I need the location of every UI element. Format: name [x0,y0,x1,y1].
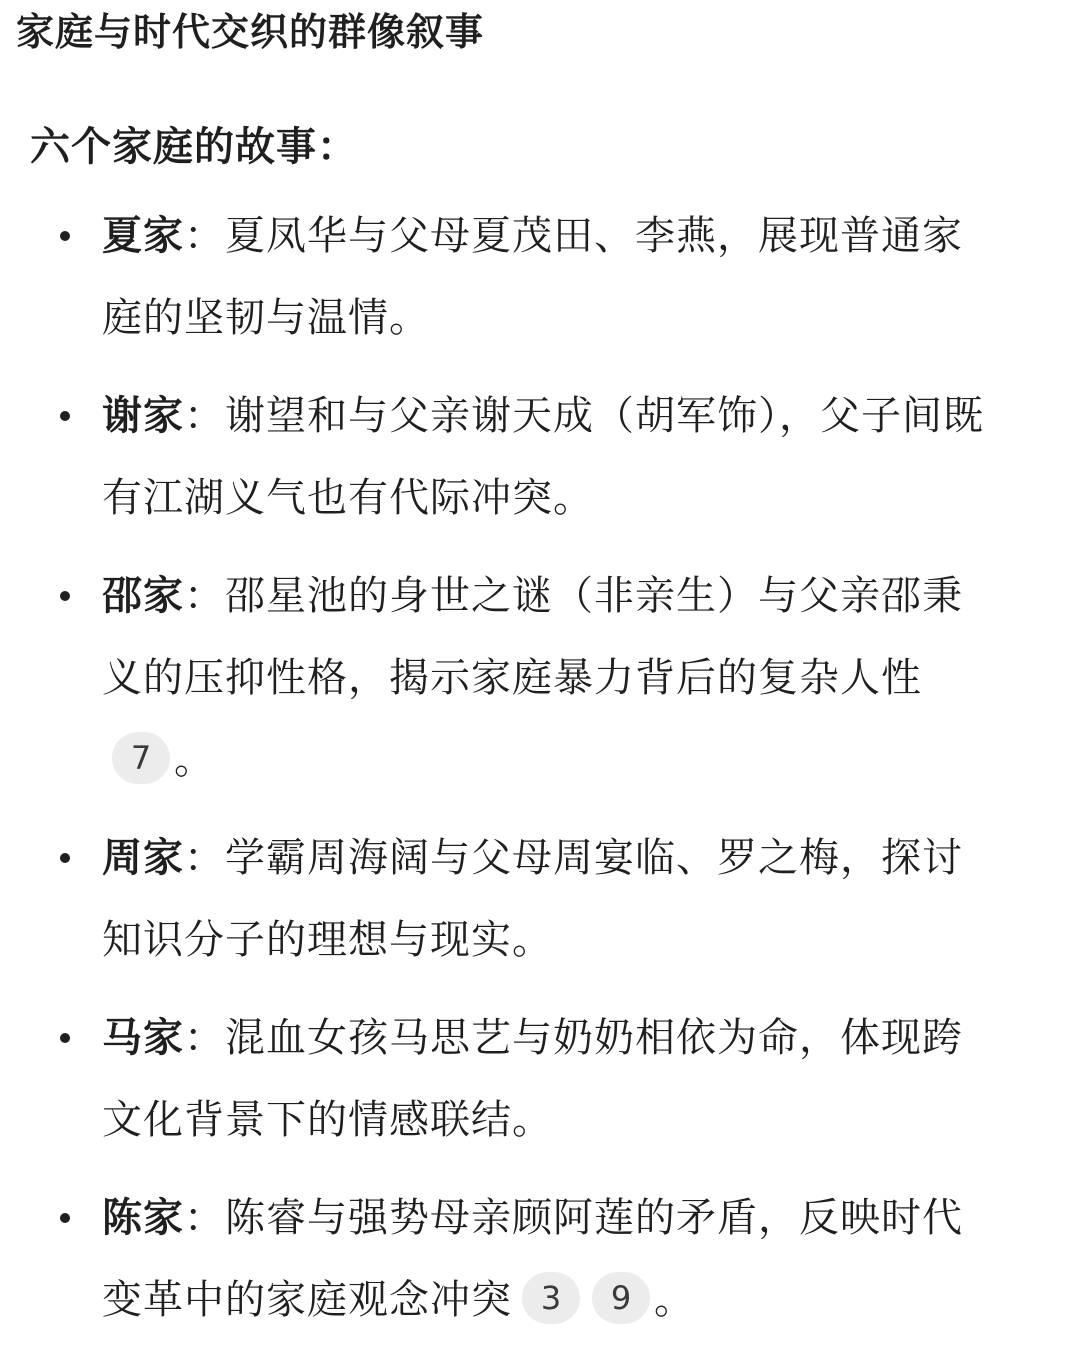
citation-chip[interactable]: 3 [522,1272,580,1324]
list-item-ma-family [0,997,1067,1161]
family-colon: ： [184,213,225,259]
list-item-zhou-family [0,817,1067,981]
bullet-dot [60,591,70,601]
bullet-dot [60,231,70,241]
family-name: 邵家 [102,573,184,619]
bullet-dot [60,1213,70,1223]
family-colon: ： [184,1015,225,1061]
family-description: 夏凤华与父母夏茂田、李燕，展现普通家庭的坚韧与温情。 [102,213,963,341]
family-name: 谢家 [102,393,184,439]
family-name: 陈家 [102,1195,184,1241]
family-name: 马家 [102,1015,184,1061]
family-description: 邵星池的身世之谜（非亲生）与父亲邵秉义的压抑性格，揭示家庭暴力背后的复杂人性 [102,573,963,701]
section-heading: 六个家庭的故事： [30,124,358,170]
family-name: 周家 [102,835,184,881]
family-name: 夏家 [102,213,184,259]
page-title: 家庭与时代交织的群像叙事 [16,10,485,54]
family-list [0,195,1067,1357]
family-colon: ： [184,835,225,881]
family-colon: ： [184,573,225,619]
citation-chip[interactable]: 9 [592,1272,650,1324]
bullet-dot [60,1033,70,1043]
family-description: 陈睿与强势母亲顾阿莲的矛盾，反映时代变革中的家庭观念冲突 [102,1195,963,1323]
family-description: 谢望和与父亲谢天成（胡军饰），父子间既有江湖义气也有代际冲突。 [102,393,984,521]
sentence-end: 。 [174,737,215,783]
citation-chip[interactable]: 7 [112,732,170,784]
family-description: 学霸周海阔与父母周宴临、罗之梅，探讨知识分子的理想与现实。 [102,835,963,963]
family-colon: ： [184,393,225,439]
bullet-dot [60,411,70,421]
list-item-chen-family [0,1177,1067,1341]
sentence-end: 。 [654,1277,695,1323]
bullet-dot [60,853,70,863]
family-colon: ： [184,1195,225,1241]
list-item-xie-family [0,375,1067,539]
list-item-shao-family [0,555,1067,801]
list-item-xia-family [0,195,1067,359]
family-description: 混血女孩马思艺与奶奶相依为命，体现跨文化背景下的情感联结。 [102,1015,963,1143]
